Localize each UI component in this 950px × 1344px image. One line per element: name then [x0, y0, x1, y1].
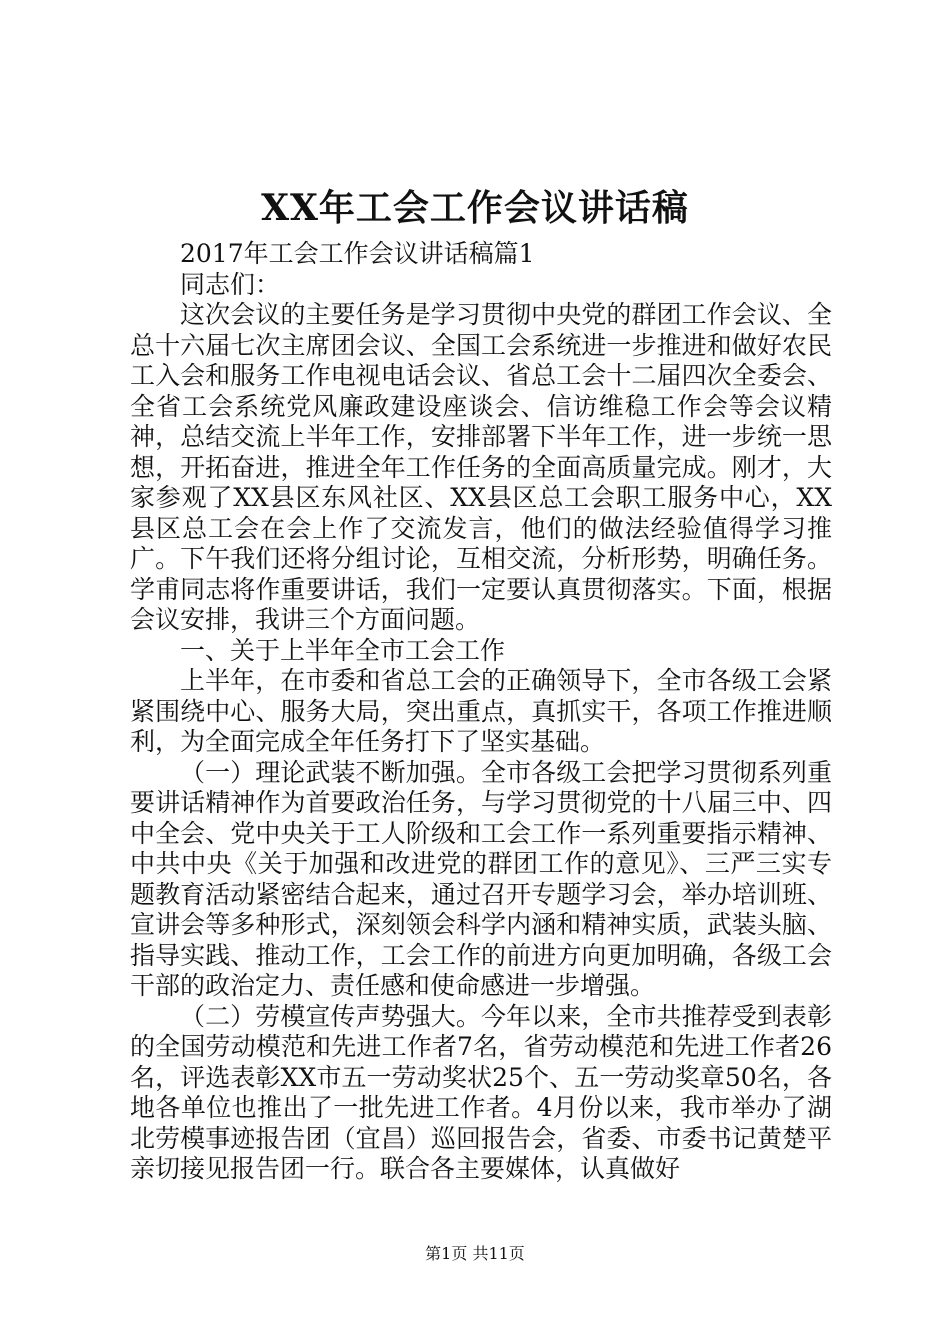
paragraph-heading-piece: 2017年工会工作会议讲话稿篇1 [180, 239, 535, 268]
paragraph-salutation: 同志们： [180, 269, 281, 299]
document-title: XX年工会工作会议讲话稿 [261, 187, 689, 229]
paragraph-theory: （一）理论武装不断加强。全市各级工会把学习贯彻系列重要讲话精神作为首要政治任务，与学习贯彻党的十八届三中、四中全会、党中央关于工人阶级和工会工作一系列重要指示精神、中共中央《关于加强和改进党的群团工作的意见》、三严三实专题教育活动紧密结合起来，通过召开专题学习会，举办培训班、宣讲会等多种形式，深刻领会科学内涵和精神实质，武装头脑、指导实践、推动工作，工会工作的前进方向更加明确，各级工会干部的政治定力、责任感和使命感进一步增强。 [130, 757, 832, 1000]
document-body [130, 239, 832, 1185]
paragraph-summary: 上半年，在市委和省总工会的正确领导下，全市各级工会紧紧围绕中心、服务大局，突出重点，真抓实干，各项工作推进顺利，为全面完成全年任务打下了坚实基础。 [130, 666, 832, 756]
paragraph-intro: 这次会议的主要任务是学习贯彻中央党的群团工作会议、全总十六届七次主席团会议、全国工会系统进一步推进和做好农民工入会和服务工作电视电话会议、省总工会十二届四次全委会、全省工会系统党风廉政建设座谈会、信访维稳工作会等会议精神，总结交流上半年工作，安排部署下半年工作，进一步统一思想，开拓奋进，推进全年工作任务的全面高质量完成。刚才，大家参观了XX县区东风社区、XX县区总工会职工服务中心，XX县区总工会在会上作了交流发言，他们的做法经验值得学习推广。下午我们还将分组讨论，互相交流，分析形势，明确任务。学甫同志将作重要讲话，我们一定要认真贯彻落实。下面，根据会议安排，我讲三个方面问题。 [130, 300, 832, 634]
paragraph-model-workers: （二）劳模宣传声势强大。今年以来，全市共推荐受到表彰的全国劳动模范和先进工作者7名，省劳动模范和先进工作者26名，评选表彰XX市五一劳动奖状25个、五一劳动奖章50名，各地各单位也推出了一批先进工作者。4月份以来，我市举办了湖北劳模事迹报告团（宜昌）巡回报告会，省委、市委书记黄楚平亲切接见报告团一行。联合各主要媒体，认真做好 [130, 1001, 832, 1183]
section-heading-first-half-year: 一、关于上半年全市工会工作 [180, 635, 506, 665]
page-footer: 第1页 共11页 [425, 1244, 525, 1263]
